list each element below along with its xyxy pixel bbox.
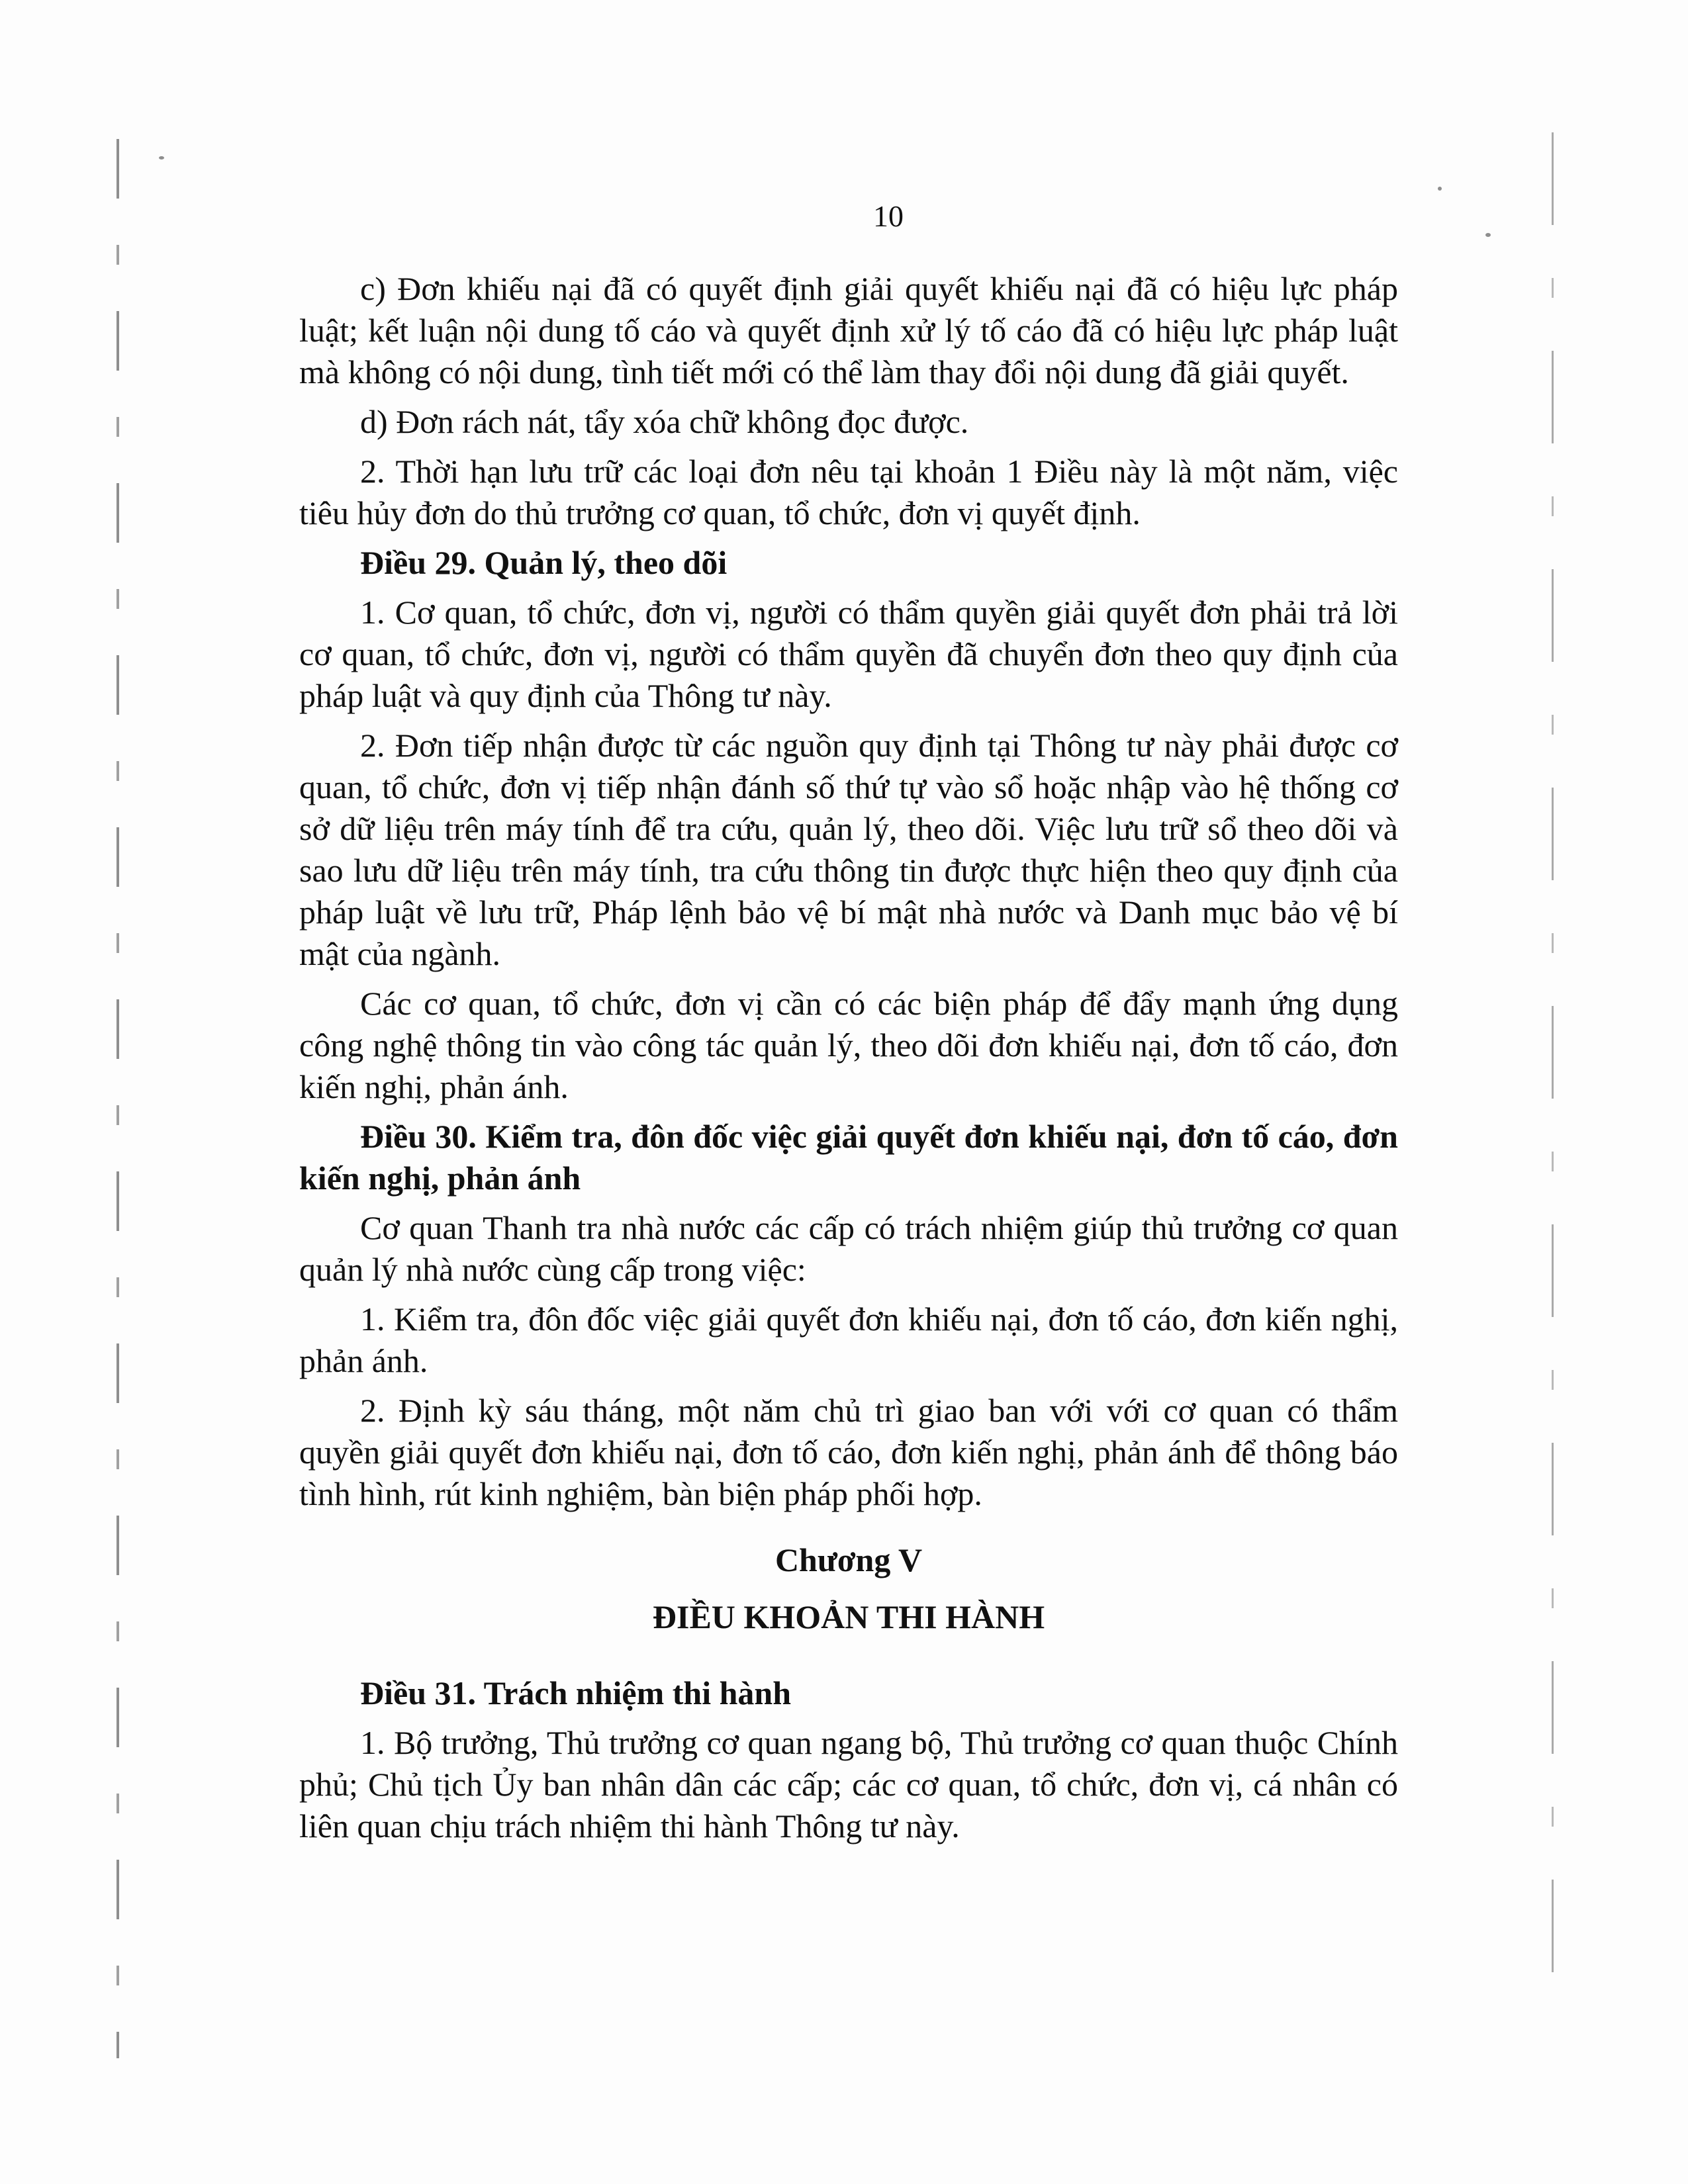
article-30-clause-1: 1. Kiểm tra, đôn đốc việc giải quyết đơn khiếu nại, đơn tố cáo, đơn kiến nghị, phản ánh.: [299, 1300, 1398, 1379]
article-29-clause-2: 2. Đơn tiếp nhận được từ các nguồn quy định tại Thông tư này phải được cơ quan, tổ chức, đơn vị tiếp nhận đánh số thứ tự vào sổ hoặc nhập vào hệ thống cơ sở dữ liệu trên máy tính để tra cứu, quản lý, theo dõi. Việc lưu trữ sổ theo dõi và sao lưu dữ liệu trên máy tính, tra cứu thông tin được thực hiện theo quy định của pháp luật về lưu trữ, Pháp lệnh bảo vệ bí mật nhà nước và Danh mục bảo vệ bí mật của ngành.: [299, 727, 1398, 972]
page-number: 10: [873, 199, 904, 233]
document-body: [299, 199, 1398, 1855]
article-31-title: Điều 31. Trách nhiệm thi hành: [360, 1674, 792, 1711]
article-29-extra: Các cơ quan, tổ chức, đơn vị cần có các biện pháp để đẩy mạnh ứng dụng công nghệ thông tin vào công tác quản lý, theo dõi đơn khiếu nại, đơn tố cáo, đơn kiến nghị, phản ánh.: [299, 985, 1398, 1105]
scan-edge-left: [117, 139, 119, 2058]
scan-speck: [1485, 233, 1491, 237]
scan-speck: [159, 156, 164, 159]
scan-speck: [1438, 187, 1442, 191]
paragraph-item-2: 2. Thời hạn lưu trữ các loại đơn nêu tại khoản 1 Điều này là một năm, việc tiêu hủy đơn do thủ trưởng cơ quan, tổ chức, đơn vị quyết định.: [299, 453, 1398, 531]
article-30-clause-2: 2. Định kỳ sáu tháng, một năm chủ trì giao ban với với cơ quan có thẩm quyền giải quyết đơn khiếu nại, đơn tố cáo, đơn kiến nghị, phản ánh để thông báo tình hình, rút kinh nghiệm, bàn biện pháp phối hợp.: [299, 1392, 1398, 1512]
article-31-clause-1: 1. Bộ trưởng, Thủ trưởng cơ quan ngang bộ, Thủ trưởng cơ quan thuộc Chính phủ; Chủ tịch Ủy ban nhân dân các cấp; các cơ quan, tổ chức, đơn vị, cá nhân có liên quan chịu trách nhiệm thi hành Thông tư này.: [299, 1724, 1398, 1844]
chapter-title: ĐIỀU KHOẢN THI HÀNH: [652, 1598, 1045, 1635]
article-29-clause-1: 1. Cơ quan, tổ chức, đơn vị, người có thẩm quyền giải quyết đơn phải trả lời cơ quan, tổ chức, đơn vị, người có thẩm quyền đã chuyển đơn theo quy định của pháp luật và quy định của Thông tư này.: [299, 594, 1398, 714]
paragraph-item-d: d) Đơn rách nát, tẩy xóa chữ không đọc được.: [360, 403, 969, 440]
article-30-title: Điều 30. Kiểm tra, đôn đốc việc giải quyết đơn khiếu nại, đơn tố cáo, đơn kiến nghị, phản ánh: [299, 1118, 1398, 1197]
article-30-intro: Cơ quan Thanh tra nhà nước các cấp có trách nhiệm giúp thủ trưởng cơ quan quản lý nhà nước cùng cấp trong việc:: [299, 1209, 1398, 1288]
scan-edge-right: [1552, 132, 1554, 2025]
article-29-title: Điều 29. Quản lý, theo dõi: [360, 544, 727, 581]
chapter-label: Chương V: [774, 1541, 923, 1578]
paragraph-item-c: c) Đơn khiếu nại đã có quyết định giải quyết khiếu nại đã có hiệu lực pháp luật; kết luận nội dung tố cáo và quyết định xử lý tố cáo đã có hiệu lực pháp luật mà không có nội dung, tình tiết mới có thể làm thay đổi nội dung đã giải quyết.: [299, 270, 1398, 390]
